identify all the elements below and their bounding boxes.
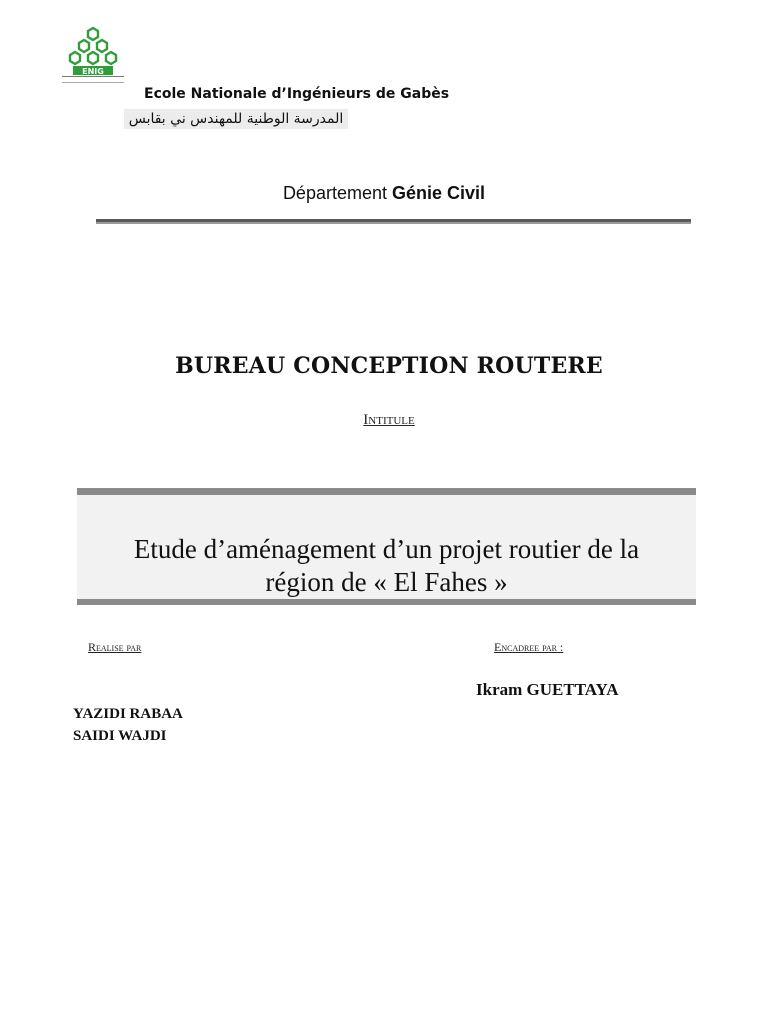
student-name: SAIDI WAJDI	[73, 728, 167, 744]
logo-text: ENIG	[82, 67, 104, 76]
project-title-box	[77, 488, 696, 605]
realise-par-label: Realise par	[88, 640, 142, 654]
supervisor-name: Ikram GUETTAYA	[476, 680, 619, 699]
intitule-label: Intitule	[363, 412, 415, 428]
project-title	[77, 533, 696, 599]
department-prefix: Département	[282, 183, 387, 203]
logo-caption	[62, 76, 124, 83]
encadree-par-label: Encadree par :	[494, 640, 564, 654]
school-logo	[62, 26, 124, 82]
school-name-fr: Ecole Nationale d’Ingénieurs de Gabès	[144, 86, 450, 102]
school-name-ar: المدرسة الوطنية للمهندس ني بقابس	[124, 109, 348, 129]
student-name: YAZIDI RABAA	[73, 706, 183, 722]
project-title-line-1: Etude d’aménagement d’un projet routier de la	[133, 534, 640, 564]
project-title-line-2: région de « El Fahes »	[265, 567, 508, 597]
document-title: BUREAU CONCEPTION ROUTERE	[175, 353, 603, 379]
header-divider-shadow	[96, 222, 691, 224]
department-heading	[0, 183, 768, 204]
hexagon-logo-icon	[62, 26, 124, 76]
department-name: Génie Civil	[392, 183, 486, 203]
